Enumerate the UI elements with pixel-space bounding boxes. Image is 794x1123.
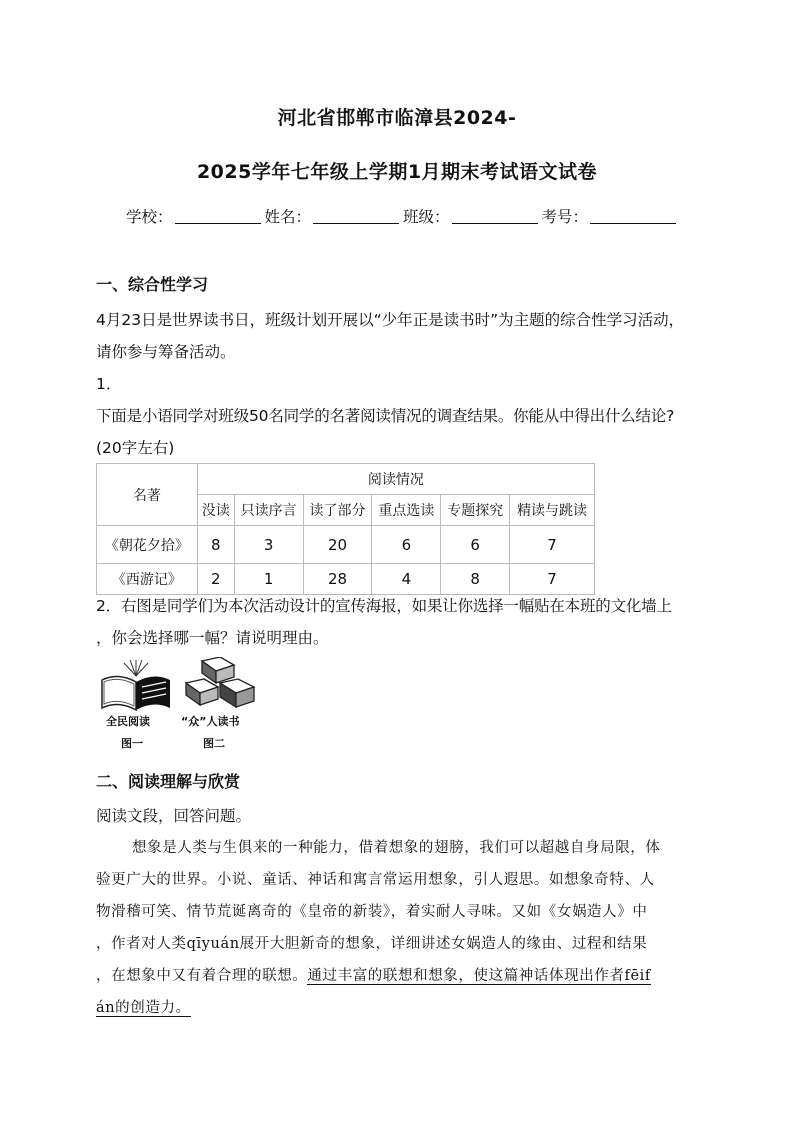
value-cell: 1 [234,564,303,595]
col-header: 读了部分 [303,495,372,526]
passage-line-6 [96,992,706,1024]
passage-line: 想象是人类与生俱来的一种能力，借着想象的翅膀，我们可以超越自身局限，体 [132,840,661,856]
value-cell: 6 [441,526,510,564]
class-blank[interactable] [452,208,538,224]
passage-line: 验更广大的世界。小说、童话、神话和寓言常运用想象，引人遐思。如想象奇特、人 [96,872,655,888]
value-cell: 6 [372,526,441,564]
poster2-slogan: “众”人读书 [181,715,240,728]
passage-line: 物滑稽可笑、情节荒诞离奇的《皇帝的新装》，着实耐人寻味。又如《女娲造人》中 [96,904,648,920]
value-cell: 3 [234,526,303,564]
q2-line1: 2．右图是同学们为本次活动设计的宣传海报，如果让你选择一幅贴在本班的文化墙上 [96,597,672,615]
reading-survey-table [96,463,595,595]
intro-line2: 请你参与筹备活动。 [96,343,236,361]
value-cell: 8 [441,564,510,595]
school-label: 学校： [126,208,173,226]
reading-passage [96,832,706,1024]
col-header: 精读与跳读 [510,495,595,526]
table-row [97,526,595,564]
q1-text-line2: (20字左右) [96,439,175,457]
stacked-books-poster-image [182,657,258,713]
value-cell: 20 [303,526,372,564]
underlined-sentence: 通过丰富的联想和想象，使这篇神话体现出作者fēif [307,968,651,984]
poster1-caption: 图一 [121,737,143,750]
value-cell: 8 [197,526,234,564]
value-cell: 28 [303,564,372,595]
section1-intro [96,304,702,464]
header-book: 名著 [97,464,198,526]
q1-number: 1． [96,375,122,393]
q2-text [96,590,702,654]
book-cell: 《西游记》 [97,564,198,595]
value-cell: 2 [197,564,234,595]
poster2-caption: 图二 [203,737,225,750]
value-cell: 4 [372,564,441,595]
col-header: 没读 [197,495,234,526]
book-cell: 《朝花夕拾》 [97,526,198,564]
open-book-poster-image [100,660,172,712]
class-label: 班级： [403,208,450,226]
value-cell: 7 [510,526,595,564]
underlined-sentence-end: án的创造力。 [96,1000,191,1016]
paper-title-line1: 河北省邯郸市临漳县2024- [277,107,517,129]
q2-line2: ，你会选择哪一幅？请说明理由。 [96,629,329,647]
paper-title-line2: 2025学年七年级上学期1月期末考试语文试卷 [196,161,598,183]
poster1-slogan: 全民阅读 [106,715,150,728]
number-label: 考号： [541,208,589,226]
value-cell: 7 [510,564,595,595]
col-header: 专题探究 [441,495,510,526]
school-blank[interactable] [175,208,261,224]
col-header: 只读序言 [234,495,303,526]
passage-line-5 [96,960,706,992]
col-header: 重点选读 [372,495,441,526]
name-label: 姓名： [264,208,312,226]
section2-heading: 二、阅读理解与欣赏 [96,772,241,791]
passage-text: ，在想象中又有着合理的联想。 [96,968,308,984]
section2-intro: 阅读文段，回答问题。 [96,807,252,825]
section1-heading: 一、综合性学习 [96,275,209,294]
number-blank[interactable] [590,208,676,224]
passage-line: ，作者对人类qīyuán展开大胆新奇的想象，详细讲述女娲造人的缘由、过程和结果 [96,936,648,952]
student-info-row [126,205,680,227]
header-reading-status: 阅读情况 [197,464,594,495]
name-blank[interactable] [313,208,399,224]
q1-text-line1: 下面是小语同学对班级50名同学的名著阅读情况的调查结果。你能从中得出什么结论? [96,407,675,425]
intro-line1: 4月23日是世界读书日，班级计划开展以“少年正是读书时”为主题的综合性学习活动， [96,311,685,329]
